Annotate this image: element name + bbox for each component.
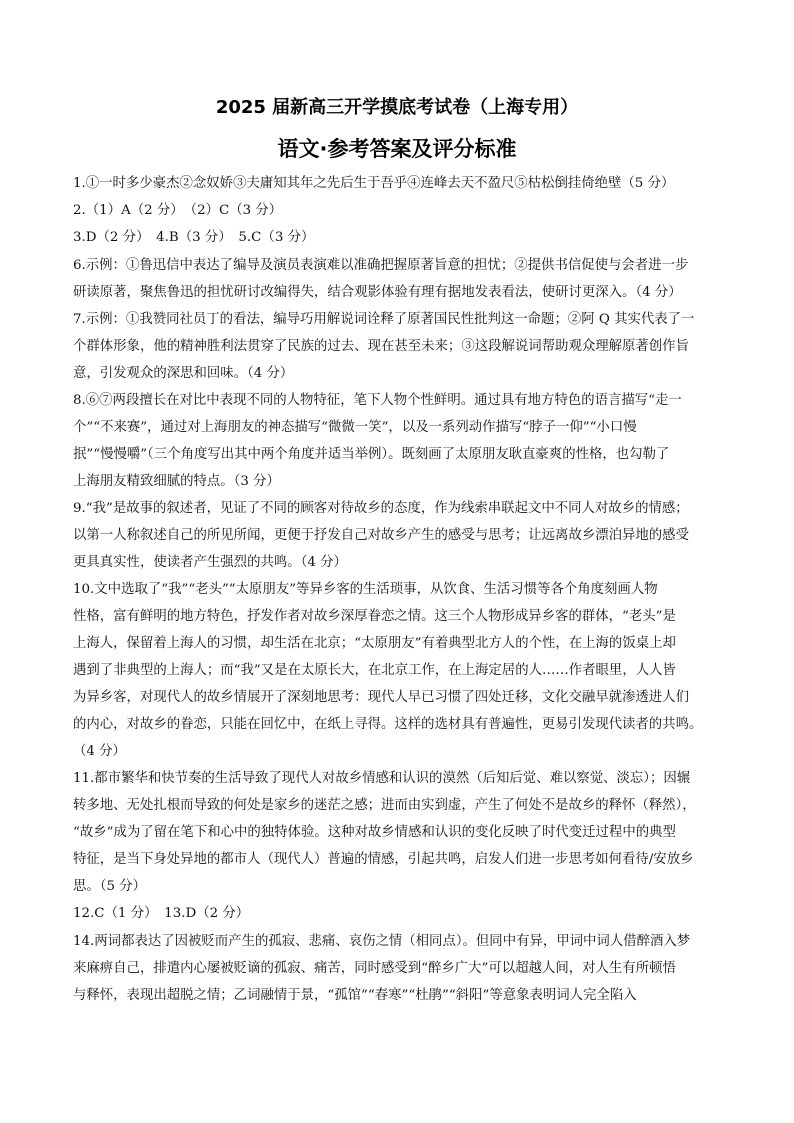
answer-line: 上海朋友精致细腻的特点。（3 分） [73, 474, 280, 489]
answer-line: 3.D（2 分） 4.B（3 分） 5.C（3 分） [73, 230, 315, 245]
answer-line: （4 分） [73, 744, 126, 759]
answer-line: 2.（1）A（2 分） （2）C（3 分） [73, 203, 283, 218]
answer-line: 上海人，保留着上海人的习惯，却生活在北京；“太原朋友”有着典型北方人的个性，在上海的饭桌上却 [73, 636, 676, 651]
answer-line: 11.都市繁华和快节奏的生活导致了现代人对故乡情感和认识的漠然（后知后觉、难以察觉、淡忘）；因辗 [73, 771, 691, 786]
answer-line: 9.“我”是故事的叙述者，见证了不同的顾客对待故乡的态度，作为线索串联起文中不同人对故乡的情感； [73, 501, 689, 516]
answer-line: 的内心，对故乡的眷恋，只能在回忆中，在纸上寻得。这样的选材具有普遍性，更易引发现代读者的共鸣。 [73, 717, 703, 732]
answer-line: 7.示例：①我赞同社员丁的看法，编导巧用解说词诠释了原著国民性批判这一命题；②阿 Q 其实代表了一 [73, 312, 695, 327]
answer-line: 抿”“慢慢嚼”（三个角度写出其中两个角度并适当举例）。既刻画了太原朋友耿直豪爽的性格，也勾勒了 [73, 447, 670, 462]
answer-line: 以第一人称叙述自己的所见所闻，更便于抒发自己对故乡产生的感受与思考；让远离故乡漂泊异地的感受 [73, 528, 689, 543]
answer-line: 8.⑥⑦两段擅长在对比中表现不同的人物特征，笔下人物个性鲜明。通过具有地方特色的语言描写“走一 [73, 393, 682, 408]
document-title: 2025 届新高三开学摸底考试卷（上海专用） [215, 97, 579, 118]
answer-line: 12.C（1 分） 13.D（2 分） [73, 906, 250, 921]
answer-line: 6.示例：①鲁迅信中表达了编导及演员表演难以准确把握原著旨意的担忧；②提供书信促使与会者进一步 [73, 258, 689, 273]
answer-line: 10.文中选取了“我”“老头”“太原朋友”等异乡客的生活琐事，从饮食、生活习惯等各个角度刻画人物 [73, 582, 658, 597]
answer-line: 更具真实性，使读者产生强烈的共鸣。（4 分） [73, 555, 347, 570]
answer-line: 个”“不来赛”，通过对上海朋友的神态描写“微微一笑”，以及一系列动作描写“脖子一仰”“小口慢 [73, 420, 637, 435]
answer-line: 1.①一时多少豪杰②念奴娇③夫庸知其年之先后生于吾乎④连峰去天不盈尺⑤枯松倒挂倚绝壁（5 分） [73, 176, 675, 191]
answer-line: “故乡”成为了留在笔下和心中的独特体验。这种对故乡情感和认识的变化反映了时代变迁过程中的典型 [73, 825, 676, 840]
answer-line: 来麻痹自己，排遣内心屡被贬谪的孤寂、痛苦，同时感受到“醉乡广大”可以超越人间，对人生有所顿悟 [73, 961, 676, 976]
answer-line: 性格，富有鲜明的地方特色，抒发作者对故乡深厚眷恋之情。这三个人物形成异乡客的群体，“老头”是 [73, 609, 676, 624]
answer-line: 意，引发观众的深思和回味。（4 分） [73, 366, 294, 381]
answer-line: 遇到了非典型的上海人；而“我”又是在太原长大，在北京工作，在上海定居的人……作者眼里，人人皆 [73, 663, 676, 678]
answer-line: 研读原著，聚焦鲁迅的担忧研讨改编得失，结合观影体验有理有据地发表看法，使研讨更深入。（4 分） [73, 285, 682, 300]
answer-line: 转多地、无处扎根而导致的何处是家乡的迷茫之感；进而由实到虚，产生了何处不是故乡的释怀（释然）， [73, 798, 696, 813]
document-subtitle: 语文·参考答案及评分标准 [277, 137, 517, 161]
answer-line: 个群体形象，他的精神胜利法贯穿了民族的过去、现在甚至未来；③这段解说词帮助观众理解原著创作旨 [73, 339, 689, 354]
answer-line: 为异乡客，对现代人的故乡情展开了深刻地思考：现代人早已习惯了四处迁移，文化交融早就渗透进人们 [73, 690, 689, 705]
answer-line: 思。（5 分） [73, 879, 147, 894]
answer-line: 与释怀，表现出超脱之情；乙词融情于景，“孤馆”“春寒”“杜鹃”“斜阳”等意象表明词人完全陷入 [73, 988, 637, 1003]
answer-line: 14.两词都表达了因被贬而产生的孤寂、悲痛、哀伤之情（相同点）。但同中有异，甲词中词人借醉酒入梦 [73, 934, 691, 949]
answer-line: 特征，是当下身处异地的都市人（现代人）普遍的情感，引起共鸣，启发人们进一步思考如何看待/安放乡 [73, 852, 694, 867]
